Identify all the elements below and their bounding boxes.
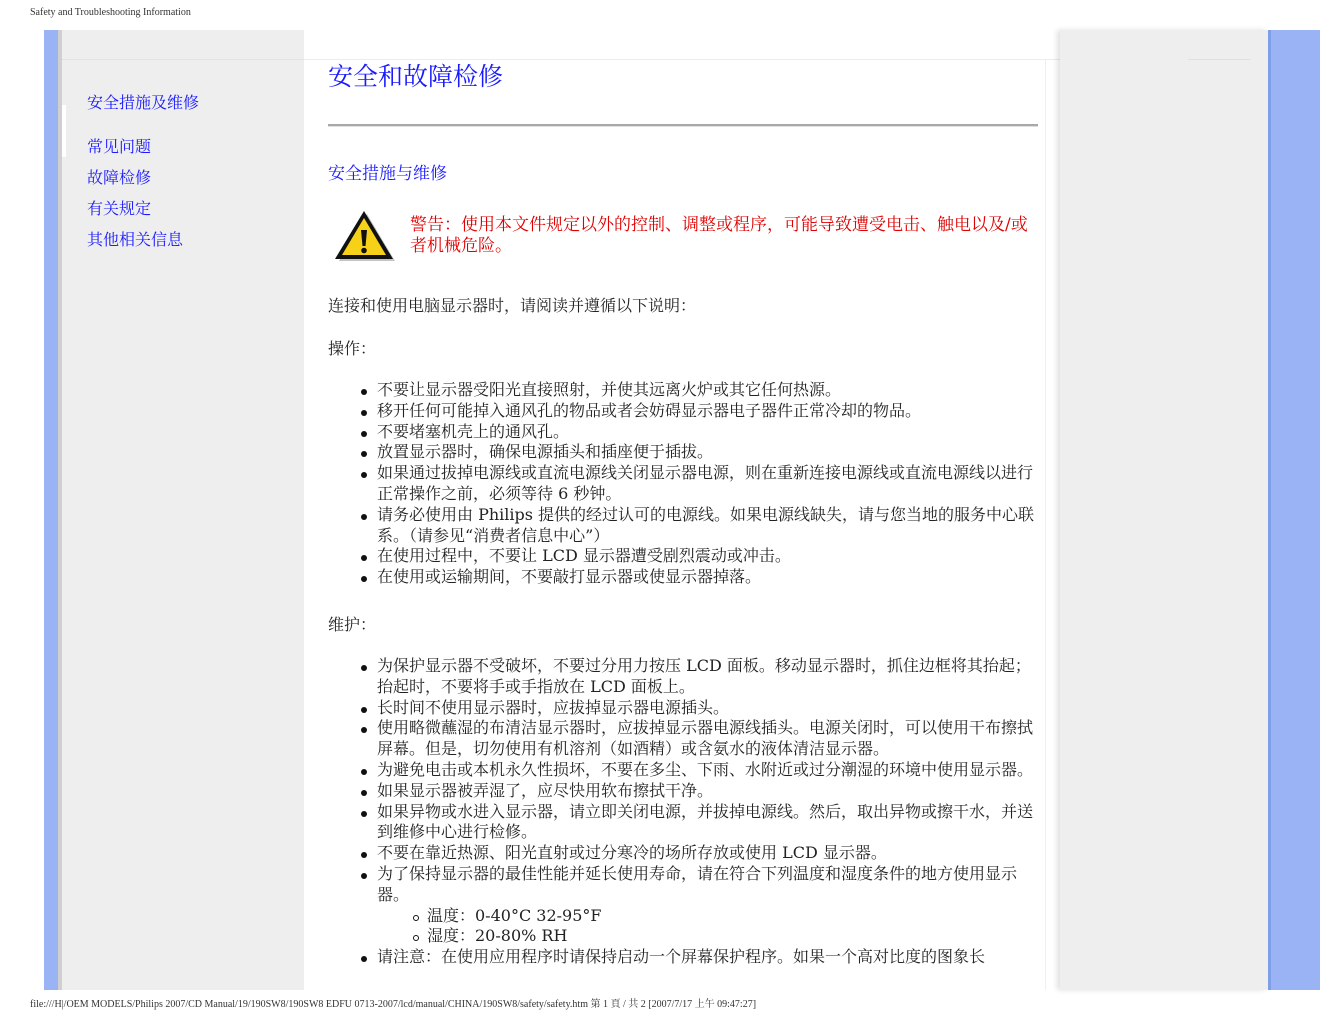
condition-temperature: 温度：0-40°C 32-95°F bbox=[427, 906, 1038, 927]
maintenance-heading: 维护： bbox=[328, 615, 377, 634]
list-item-conditions bbox=[377, 864, 1038, 947]
list-item: 如果通过拔掉电源线或直流电源线关闭显示器电源，则在重新连接电源线或直流电源线以进行正常操作之前，必须等待 6 秒钟。 bbox=[377, 463, 1038, 505]
warning-triangle-icon bbox=[333, 208, 397, 264]
list-item: 在使用或运输期间，不要敲打显示器或使显示器掉落。 bbox=[377, 567, 1038, 588]
conditions-list bbox=[377, 906, 1038, 948]
sidebar-item-other-info[interactable]: 其他相关信息 bbox=[87, 230, 184, 249]
list-item: 不要堵塞机壳上的通风孔。 bbox=[377, 422, 1038, 443]
conditions-intro: 为了保持显示器的最佳性能并延长使用寿命，请在符合下列温度和湿度条件的地方使用显示器。 bbox=[377, 863, 1018, 904]
sidebar-active-mark bbox=[62, 105, 66, 157]
operation-heading: 操作： bbox=[328, 339, 377, 358]
sidebar-item-faq[interactable]: 常见问题 bbox=[87, 137, 152, 156]
list-item: 为避免电击或本机永久性损坏，不要在多尘、下雨、水附近或过分潮湿的环境中使用显示器。 bbox=[377, 760, 1038, 781]
page-title: 安全和故障检修 bbox=[328, 62, 504, 91]
sidebar-item-troubleshooting[interactable]: 故障检修 bbox=[87, 168, 152, 187]
section-title: 安全措施与维修 bbox=[328, 164, 447, 184]
print-footer: file:///H|/OEM MODELS/Philips 2007/CD Manual/19/190SW8/190SW8 EDFU 0713-2007/lcd/manual/CHINA/190SW8/safety/safety.htm 第 1 頁 / 共 2 [2007/7/17 上午 09:47:27] bbox=[30, 999, 757, 1010]
sidebar-top-line bbox=[62, 59, 304, 60]
list-item: 如果异物或水进入显示器，请立即关闭电源，并拔掉电源线。然后，取出异物或擦干水，并送到维修中心进行检修。 bbox=[377, 802, 1038, 844]
list-item: 为保护显示器不受破坏，不要过分用力按压 LCD 面板。移动显示器时，抓住边框将其抬起；抬起时，不要将手或手指放在 LCD 面板上。 bbox=[377, 656, 1038, 698]
right-blue-stripe bbox=[1268, 30, 1320, 990]
sidebar-item-safety[interactable]: 安全措施及维修 bbox=[87, 93, 200, 112]
right-panel-line bbox=[1188, 59, 1250, 60]
sidebar-item-regulatory[interactable]: 有关规定 bbox=[87, 199, 152, 218]
main-content bbox=[328, 58, 1038, 967]
list-item: 如果显示器被弄湿了，应尽快用软布擦拭干净。 bbox=[377, 781, 1038, 802]
intro-text: 连接和使用电脑显示器时，请阅读并遵循以下说明： bbox=[328, 296, 697, 315]
list-item: 请务必使用由 Philips 提供的经过认可的电源线。如果电源线缺失，请与您当地的服务中心联系。（请参见“消费者信息中心”） bbox=[377, 505, 1038, 547]
print-header: Safety and Troubleshooting Information bbox=[30, 7, 191, 18]
warning-text: 警告：使用本文件规定以外的控制、调整或程序，可能导致遭受电击、触电以及/或者机械危险。 bbox=[410, 215, 1028, 256]
title-divider bbox=[328, 124, 1038, 127]
list-item: 长时间不使用显示器时，应拔掉显示器电源插头。 bbox=[377, 698, 1038, 719]
sidebar bbox=[62, 30, 304, 990]
list-item: 移开任何可能掉入通风孔的物品或者会妨碍显示器电子器件正常冷却的物品。 bbox=[377, 401, 1038, 422]
content-edge bbox=[1045, 60, 1046, 990]
list-item: 放置显示器时，确保电源插头和插座便于插拔。 bbox=[377, 442, 1038, 463]
right-blue-edge bbox=[1268, 30, 1271, 990]
list-item: 在使用过程中，不要让 LCD 显示器遭受剧烈震动或冲击。 bbox=[377, 546, 1038, 567]
list-item: 不要让显示器受阳光直接照射，并使其远离火炉或其它任何热源。 bbox=[377, 380, 1038, 401]
operation-list bbox=[328, 380, 1038, 588]
right-grey-panel bbox=[1060, 30, 1268, 990]
list-item: 请注意：在使用应用程序时请保持启动一个屏幕保护程序。如果一个高对比度的图象长 bbox=[377, 947, 1038, 968]
condition-humidity: 湿度：20-80% RH bbox=[427, 926, 1038, 947]
left-blue-stripe bbox=[44, 30, 58, 990]
list-item: 不要在靠近热源、阳光直射或过分寒冷的场所存放或使用 LCD 显示器。 bbox=[377, 843, 1038, 864]
list-item: 使用略微蘸湿的布清洁显示器时，应拔掉显示器电源线插头。电源关闭时，可以使用干布擦拭屏幕。但是，切勿使用有机溶剂（如酒精）或含氨水的液体清洁显示器。 bbox=[377, 718, 1038, 760]
maintenance-list bbox=[328, 656, 1038, 968]
